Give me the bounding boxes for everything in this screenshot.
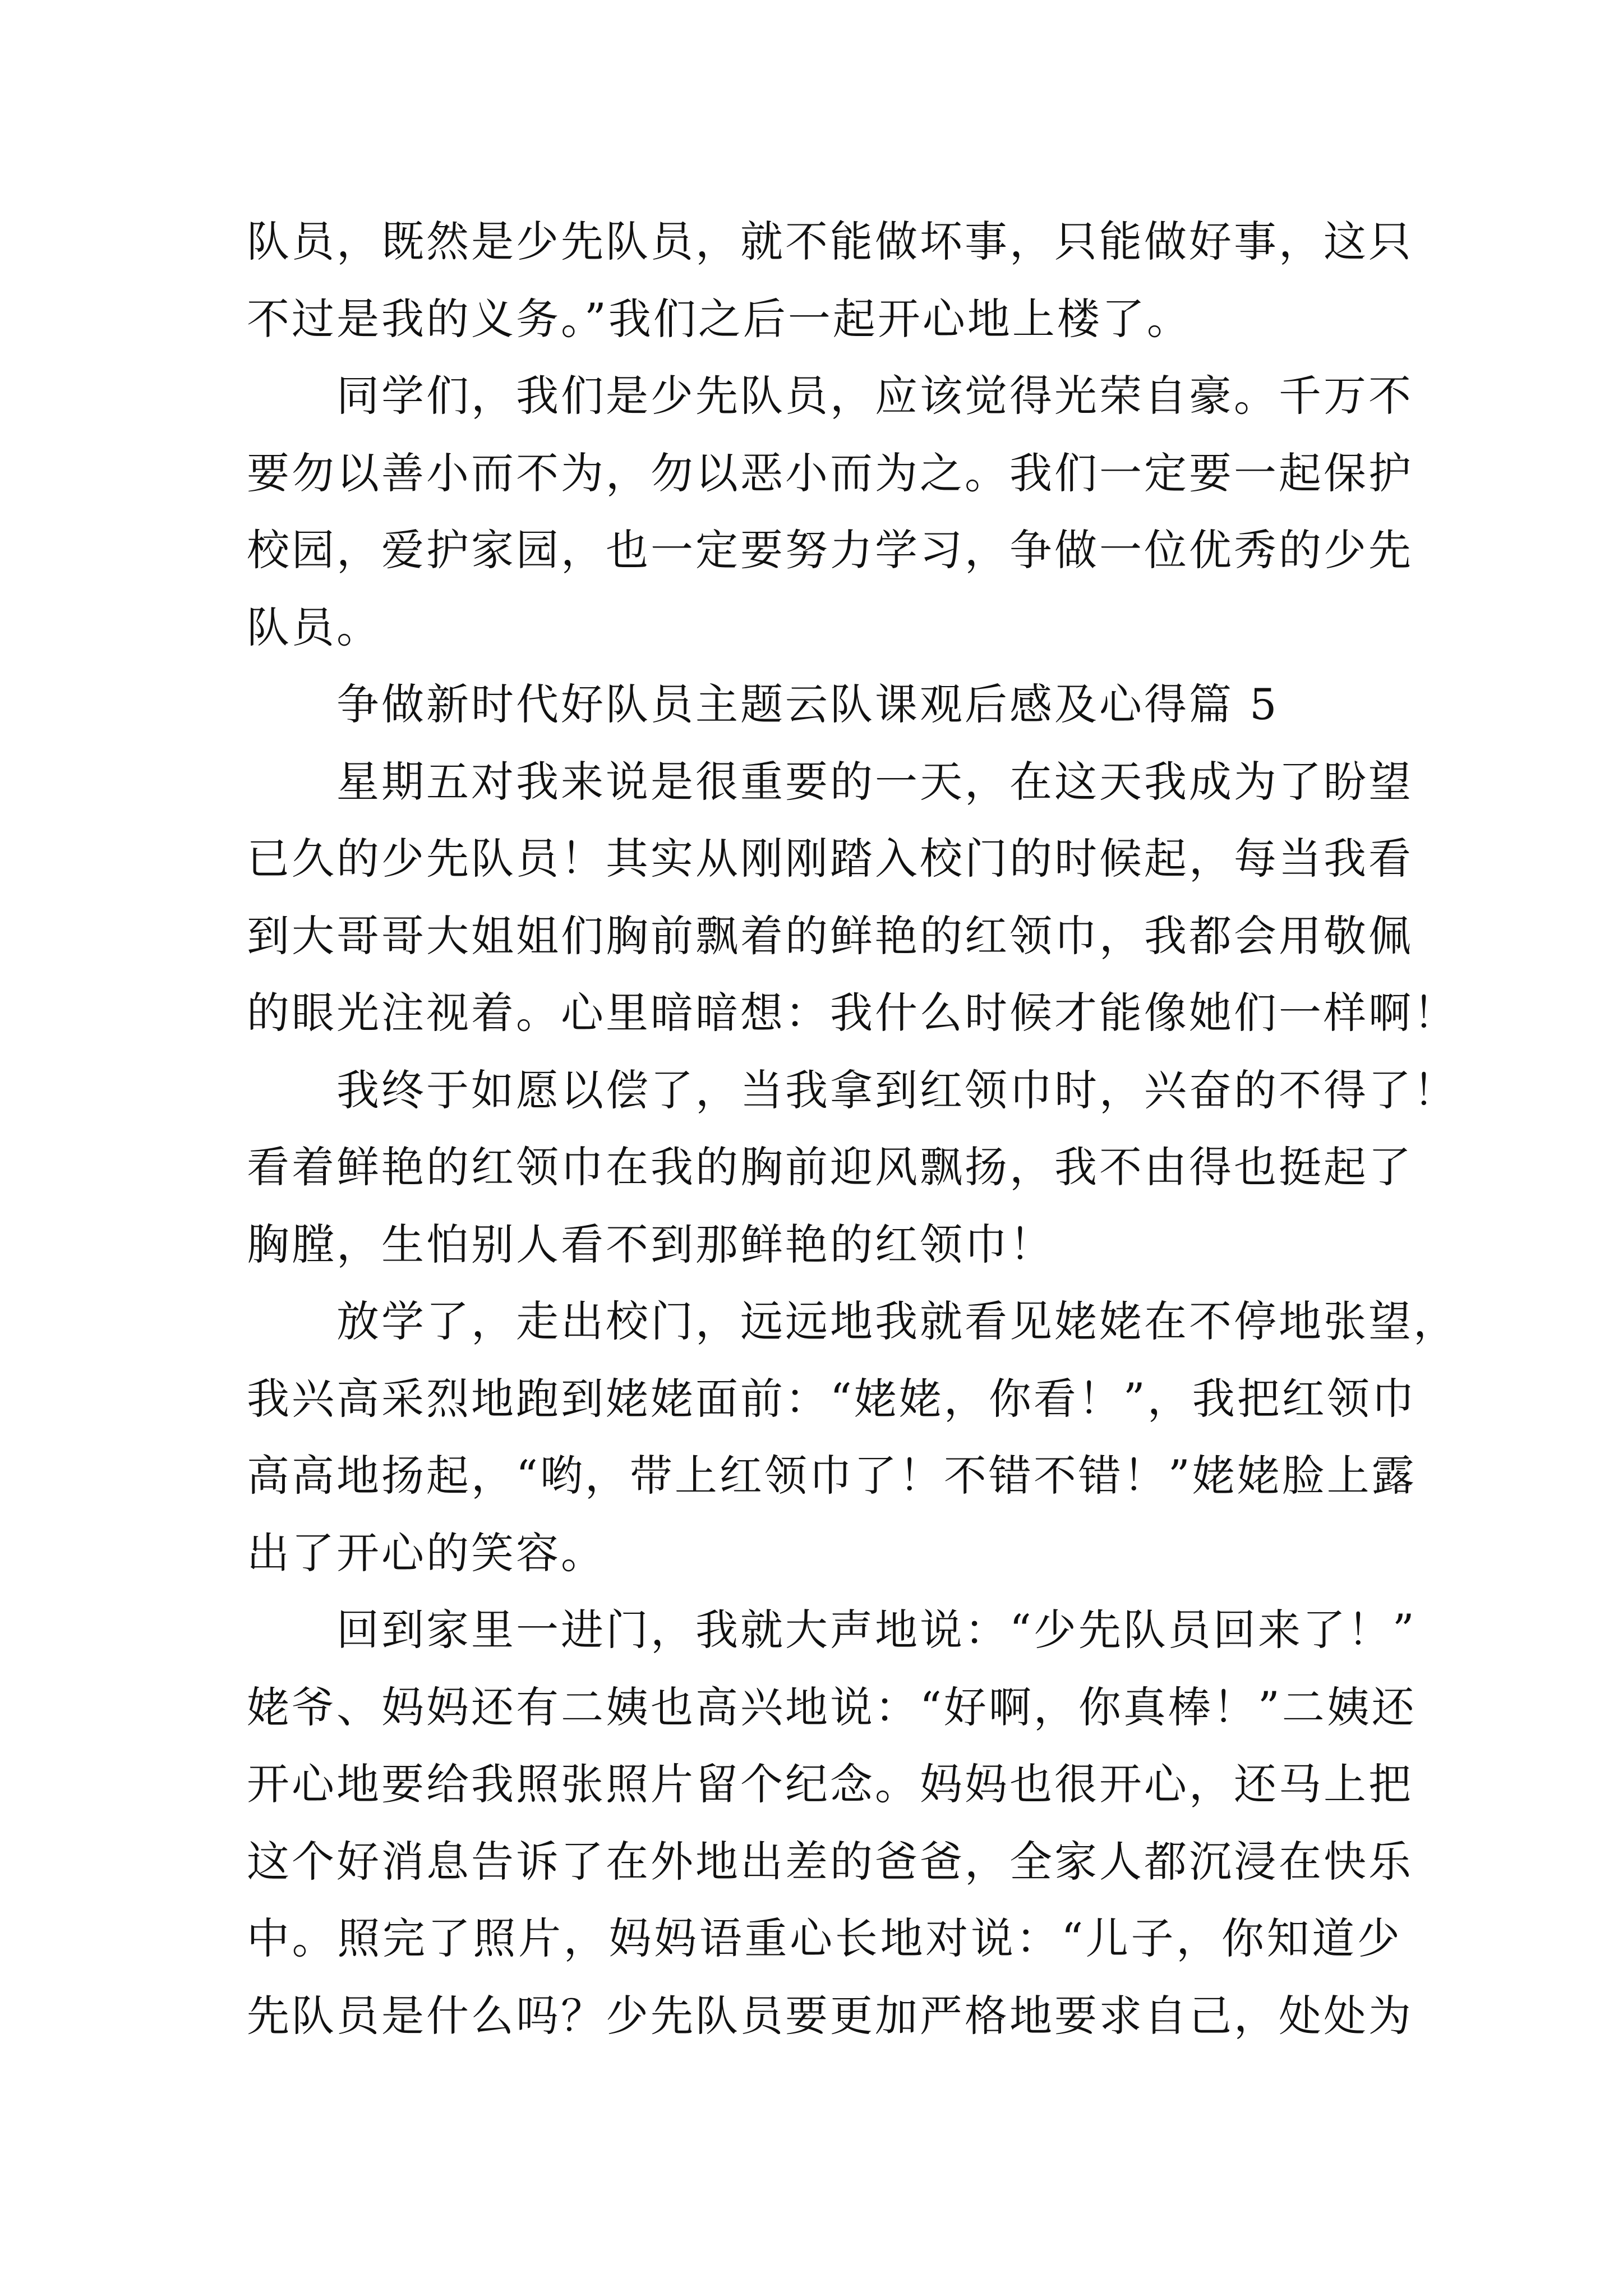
section-heading: 争做新时代好队员主题云队课观后感及心得篇 5: [336, 679, 1279, 729]
text-line-12: 我终于如愿以偿了，当我拿到红领巾时，兴奋的不得了！: [336, 1065, 1458, 1115]
text-line-3: 同学们，我们是少先队员，应该觉得光荣自豪。千万不: [336, 371, 1413, 421]
text-line-17: 高高地扬起，“哟，带上红领巾了！不错不错！”姥姥脸上露: [247, 1451, 1417, 1501]
document-body: [247, 203, 1458, 2054]
text-line-22: 这个好消息告诉了在外地出差的爸爸，全家人都沉浸在快乐: [247, 1836, 1413, 1887]
text-line-10: 到大哥哥大姐姐们胸前飘着的鲜艳的红领巾，我都会用敬佩: [247, 910, 1413, 961]
text-line-19: 回到家里一进门，我就大声地说：“少先队员回来了！”: [336, 1605, 1417, 1655]
text-line-4: 要勿以善小而不为，勿以恶小而为之。我们一定要一起保护: [247, 448, 1413, 498]
text-line-13: 看着鲜艳的红领巾在我的胸前迎风飘扬，我不由得也挺起了: [247, 1142, 1413, 1192]
text-line-5: 校园，爱护家园，也一定要努力学习，争做一位优秀的少先: [247, 525, 1413, 575]
text-line-9: 已久的少先队员！其实从刚刚踏入校门的时候起，每当我看: [247, 834, 1413, 884]
text-line-11: 的眼光注视着。心里暗暗想：我什么时候才能像她们一样啊！: [247, 988, 1458, 1038]
text-line-20: 姥爷、妈妈还有二姨也高兴地说：“好啊，你真棒！”二姨还: [247, 1682, 1417, 1732]
text-line-6: 队员。: [247, 602, 381, 652]
text-line-2: 不过是我的义务。”我们之后一起开心地上楼了。: [247, 293, 1192, 344]
text-line-24: 先队员是什么吗？少先队员要更加严格地要求自己，处处为: [247, 1990, 1413, 2041]
text-line-21: 开心地要给我照张照片留个纪念。妈妈也很开心，还马上把: [247, 1759, 1413, 1809]
text-line-1: 队员，既然是少先队员，就不能做坏事，只能做好事，这只: [247, 217, 1413, 266]
text-line-8: 星期五对我来说是很重要的一天，在这天我成为了盼望: [336, 756, 1413, 807]
text-line-18: 出了开心的笑容。: [247, 1527, 606, 1578]
text-line-15: 放学了，走出校门，远远地我就看见姥姥在不停地张望，: [336, 1296, 1458, 1346]
text-line-23: 中。照完了照片，妈妈语重心长地对说：“儿子，你知道少: [247, 1913, 1402, 1963]
text-line-14: 胸膛，生怕别人看不到那鲜艳的红领巾！: [247, 1219, 1054, 1269]
text-line-16: 我兴高采烈地跑到姥姥面前：“姥姥，你看！”，我把红领巾: [247, 1373, 1417, 1424]
